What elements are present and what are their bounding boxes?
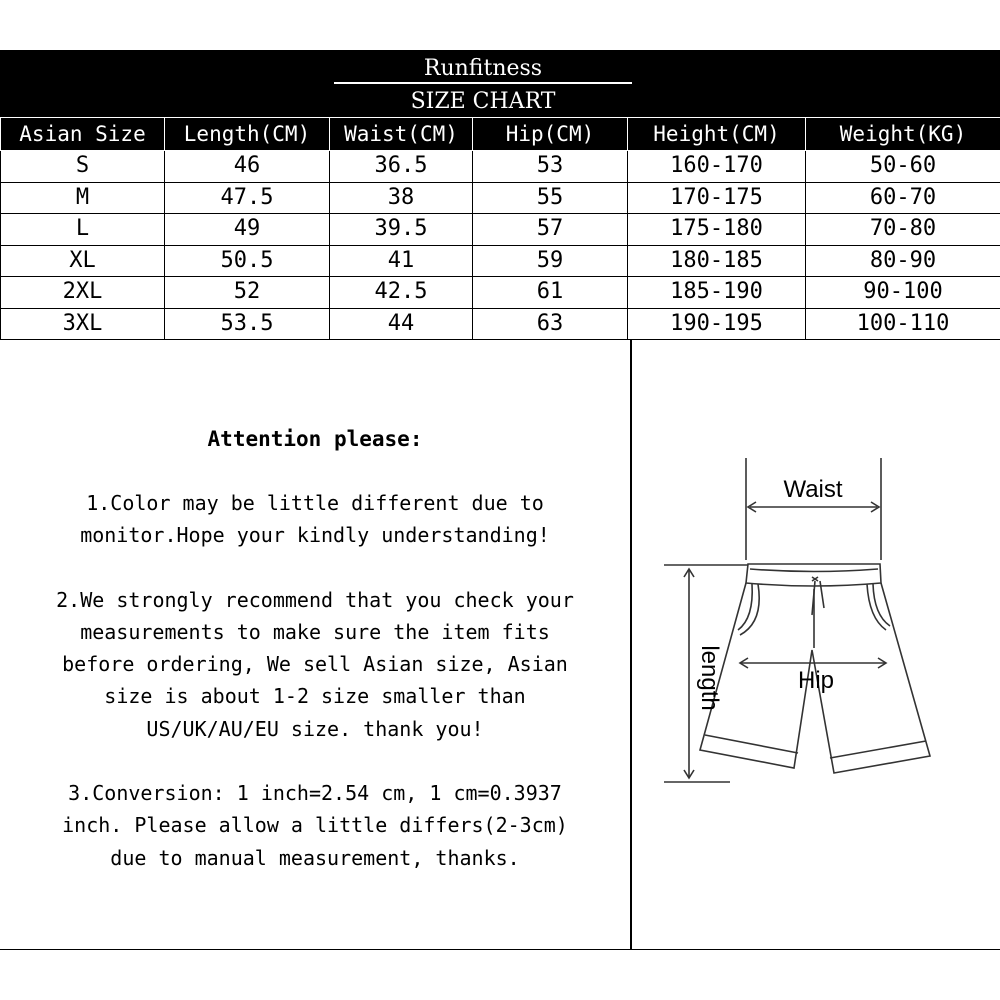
table-row bbox=[1, 308, 1000, 340]
waist-label: Waist bbox=[783, 476, 843, 503]
brand-underline bbox=[334, 82, 632, 84]
cell-height: 170-175 bbox=[628, 182, 806, 214]
cell-weight: 60-70 bbox=[806, 182, 1000, 214]
section-divider bbox=[630, 340, 632, 949]
cell-height: 180-185 bbox=[628, 245, 806, 277]
cell-size: S bbox=[1, 151, 165, 183]
cell-length: 49 bbox=[165, 214, 330, 246]
col-asian-size: Asian Size bbox=[1, 118, 165, 151]
cell-length: 50.5 bbox=[165, 245, 330, 277]
table-header-row bbox=[1, 118, 1000, 151]
cell-weight: 100-110 bbox=[806, 308, 1000, 340]
note-measure: 2.We strongly recommend that you check your measurements to make sure the item fits before ordering, We sell Asian size, Asian size is about 1-2 size smaller than US/UK/AU/EU size. thank you! bbox=[56, 587, 574, 741]
cell-weight: 70-80 bbox=[806, 214, 1000, 246]
cell-height: 160-170 bbox=[628, 151, 806, 183]
brand-name: Runfitness bbox=[423, 56, 543, 81]
cell-waist: 41 bbox=[330, 245, 473, 277]
cell-size: L bbox=[1, 214, 165, 246]
chart-title: SIZE CHART bbox=[410, 89, 556, 114]
attention-title: Attention please: bbox=[207, 427, 423, 451]
note-color: 1.Color may be little different due to monitor.Hope your kindly understanding! bbox=[80, 491, 550, 548]
cell-length: 47.5 bbox=[165, 182, 330, 214]
cell-height: 190-195 bbox=[628, 308, 806, 340]
table-row bbox=[1, 151, 1000, 183]
cell-size: XL bbox=[1, 245, 165, 277]
cell-size: 3XL bbox=[1, 308, 165, 340]
cell-length: 46 bbox=[165, 151, 330, 183]
table-row bbox=[1, 245, 1000, 277]
cell-length: 53.5 bbox=[165, 308, 330, 340]
note-conversion: 3.Conversion: 1 inch=2.54 cm, 1 cm=0.3937 inch. Please allow a little differs(2-3cm) due to manual measurement, thanks. bbox=[62, 781, 568, 870]
cell-weight: 50-60 bbox=[806, 151, 1000, 183]
table-row bbox=[1, 182, 1000, 214]
cell-length: 52 bbox=[165, 277, 330, 309]
attention-notes bbox=[5, 424, 625, 906]
cell-size: M bbox=[1, 182, 165, 214]
col-height: Height(CM) bbox=[628, 118, 806, 151]
cell-weight: 80-90 bbox=[806, 245, 1000, 277]
cell-waist: 39.5 bbox=[330, 214, 473, 246]
col-length: Length(CM) bbox=[165, 118, 330, 151]
cell-height: 185-190 bbox=[628, 277, 806, 309]
col-waist: Waist(CM) bbox=[330, 118, 473, 151]
cell-waist: 38 bbox=[330, 182, 473, 214]
cell-hip: 57 bbox=[473, 214, 628, 246]
cell-waist: 44 bbox=[330, 308, 473, 340]
cell-hip: 55 bbox=[473, 182, 628, 214]
col-weight: Weight(KG) bbox=[806, 118, 1000, 151]
cell-waist: 36.5 bbox=[330, 151, 473, 183]
shorts-measurement-icon bbox=[660, 450, 960, 790]
cell-waist: 42.5 bbox=[330, 277, 473, 309]
length-label: length bbox=[696, 645, 723, 711]
cell-hip: 59 bbox=[473, 245, 628, 277]
cell-hip: 53 bbox=[473, 151, 628, 183]
cell-height: 175-180 bbox=[628, 214, 806, 246]
info-section bbox=[0, 339, 1000, 950]
col-hip: Hip(CM) bbox=[473, 118, 628, 151]
cell-size: 2XL bbox=[1, 277, 165, 309]
cell-hip: 63 bbox=[473, 308, 628, 340]
cell-hip: 61 bbox=[473, 277, 628, 309]
table-row bbox=[1, 277, 1000, 309]
table-row bbox=[1, 214, 1000, 246]
size-table bbox=[0, 117, 1000, 340]
cell-weight: 90-100 bbox=[806, 277, 1000, 309]
hip-label: Hip bbox=[797, 667, 835, 694]
